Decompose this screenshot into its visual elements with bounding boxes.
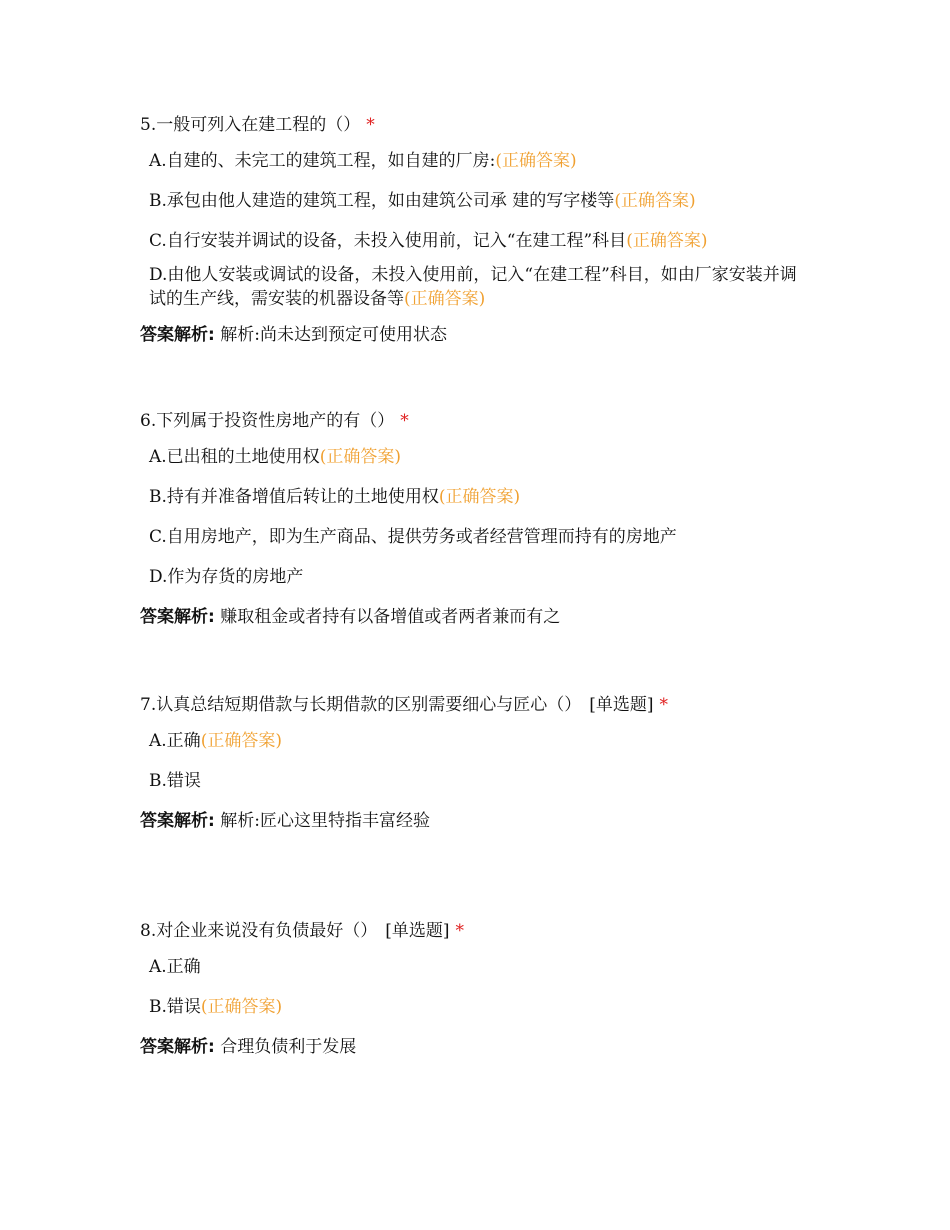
option-text: A.正确: [149, 731, 201, 751]
option-b: [149, 769, 820, 793]
required-marker: *: [455, 921, 464, 941]
question-6: [140, 409, 820, 629]
option-text: B.持有并准备增值后转让的土地使用权: [149, 487, 439, 507]
option-text: A.正确: [149, 957, 201, 977]
option-text: B.错误: [149, 771, 201, 791]
required-marker: *: [366, 115, 375, 135]
option-text: A.自建的、未完工的建筑工程，如自建的厂房:: [149, 151, 496, 171]
option-text: C.自行安装并调试的设备，未投入使用前，记入“在建工程”科目: [149, 231, 627, 251]
analysis-label: 答案解析:: [140, 325, 215, 345]
option-text: A.已出租的土地使用权: [149, 447, 320, 467]
question-8: [140, 919, 820, 1059]
question-text: 7.认真总结短期借款与长期借款的区别需要细心与匠心（）: [140, 695, 582, 715]
option-a: [149, 729, 820, 753]
question-title: [140, 113, 820, 137]
option-d: [149, 565, 820, 589]
option-b: [149, 995, 820, 1019]
correct-answer-tag: (正确答案): [438, 487, 521, 507]
correct-answer-tag: (正确答案): [404, 289, 486, 309]
question-text: 6.下列属于投资性房地产的有（）: [140, 411, 395, 431]
answer-analysis: [140, 809, 820, 833]
required-marker: *: [659, 695, 668, 715]
analysis-label: 答案解析:: [140, 811, 215, 831]
option-d: [149, 263, 804, 311]
question-type: [单选题]: [589, 695, 654, 715]
analysis-text: 合理负债利于发展: [220, 1037, 357, 1057]
option-text: B.承包由他人建造的建筑工程，如由建筑公司承 建的写字楼等: [149, 191, 615, 211]
option-text: D.作为存货的房地产: [149, 567, 304, 587]
question-5: [140, 113, 820, 347]
option-c: [149, 229, 820, 253]
question-text: 5.一般可列入在建工程的（）: [140, 115, 361, 135]
analysis-text: 解析:尚未达到预定可使用状态: [220, 325, 447, 345]
correct-answer-tag: (正确答案): [626, 231, 708, 251]
analysis-label: 答案解析:: [140, 1037, 215, 1057]
correct-answer-tag: (正确答案): [495, 151, 577, 171]
question-title: [140, 919, 820, 943]
correct-answer-tag: (正确答案): [200, 997, 283, 1017]
option-a: [149, 955, 820, 979]
option-b: [149, 485, 820, 509]
answer-analysis: [140, 605, 820, 629]
option-c: [149, 525, 820, 549]
option-text: B.错误: [149, 997, 201, 1017]
analysis-text: 解析:匠心这里特指丰富经验: [220, 811, 430, 831]
analysis-text: 赚取租金或者持有以备增值或者两者兼而有之: [220, 607, 561, 627]
required-marker: *: [400, 411, 409, 431]
correct-answer-tag: (正确答案): [614, 191, 696, 211]
option-text: C.自用房地产，即为生产商品、提供劳务或者经营管理而持有的房地产: [149, 527, 677, 547]
correct-answer-tag: (正确答案): [200, 731, 282, 751]
correct-answer-tag: (正确答案): [319, 447, 401, 467]
question-title: [140, 693, 820, 717]
question-type: [单选题]: [385, 921, 450, 941]
option-text: D.由他人安装或调试的设备，未投入使用前，记入“在建工程”科目，如由厂家安装并调试的生产线，需安装的机器设备等: [149, 265, 797, 309]
answer-analysis: [140, 323, 820, 347]
answer-analysis: [140, 1035, 820, 1059]
option-a: [149, 445, 820, 469]
question-title: [140, 409, 820, 433]
question-7: [140, 693, 820, 833]
question-text: 8.对企业来说没有负债最好（）: [140, 921, 378, 941]
analysis-label: 答案解析:: [140, 607, 215, 627]
option-b: [149, 189, 820, 213]
option-a: [149, 149, 820, 173]
